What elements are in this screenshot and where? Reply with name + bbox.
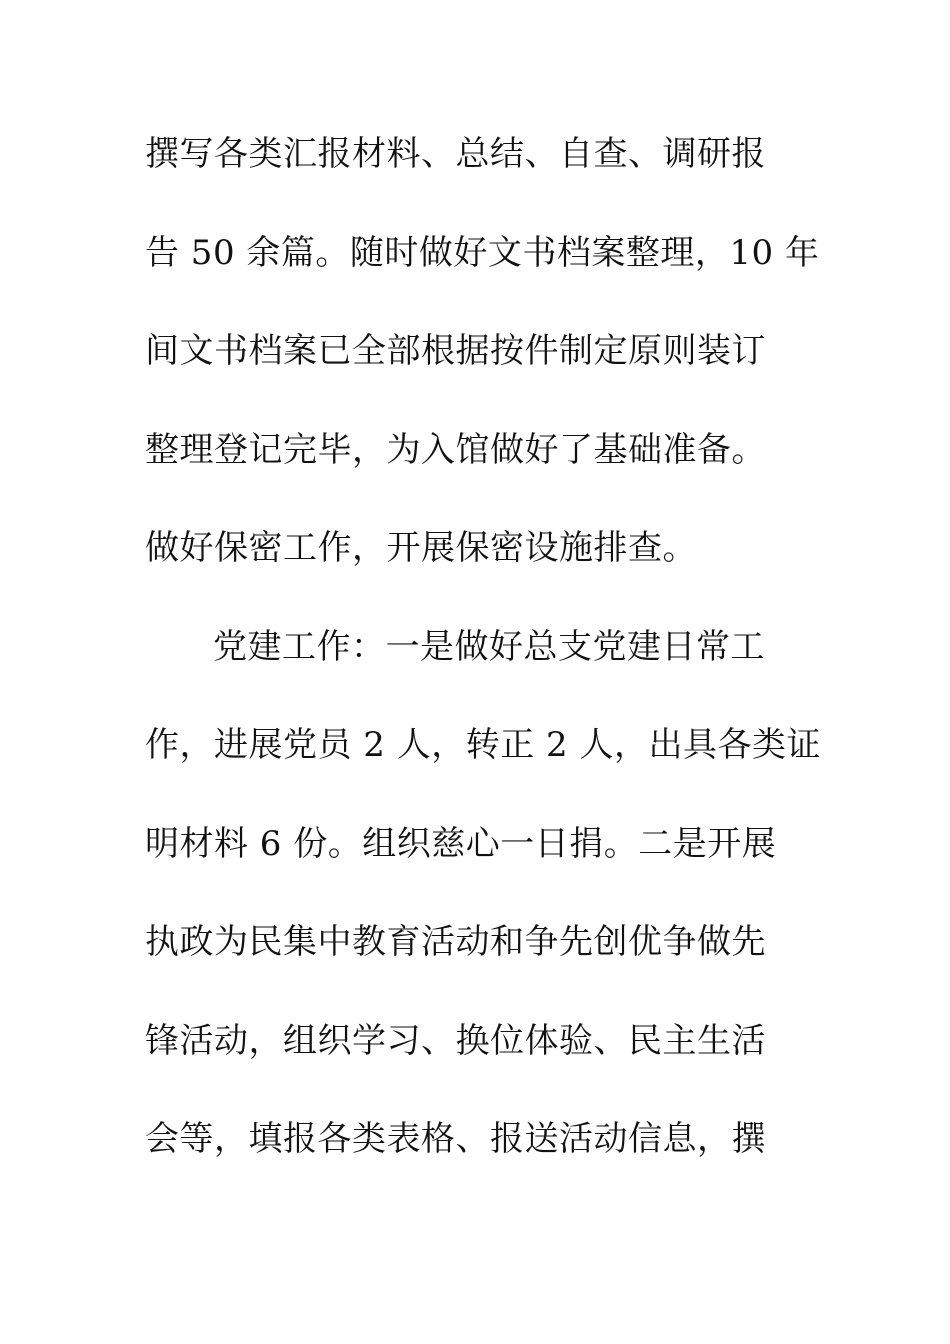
paragraph-start-line: 党建工作：一是做好总支党建日常工 bbox=[213, 626, 765, 667]
text-line: 撰写各类汇报材料、总结、自查、调研报 bbox=[145, 134, 766, 174]
text-line: 间文书档案已全部根据按件制定原则装订 bbox=[145, 331, 766, 371]
text-line: 告 50 余篇。随时做好文书档案整理，10 年 bbox=[145, 232, 820, 273]
body-text bbox=[145, 128, 825, 1212]
text-line: 锋活动，组织学习、换位体验、民主生活 bbox=[145, 1020, 766, 1061]
text-line: 明材料 6 份。组织慈心一日捐。二是开展 bbox=[145, 823, 777, 864]
text-line: 做好保密工作，开展保密设施排查。 bbox=[145, 528, 697, 568]
text-line: 作，进展党员 2 人，转正 2 人，出具各类证 bbox=[145, 725, 821, 765]
text-line: 执政为民集中教育活动和争先创优争做先 bbox=[145, 922, 766, 962]
text-line: 整理登记完毕，为入馆做好了基础准备。 bbox=[145, 429, 766, 470]
text-line: 会等，填报各类表格、报送活动信息，撰 bbox=[145, 1119, 766, 1159]
